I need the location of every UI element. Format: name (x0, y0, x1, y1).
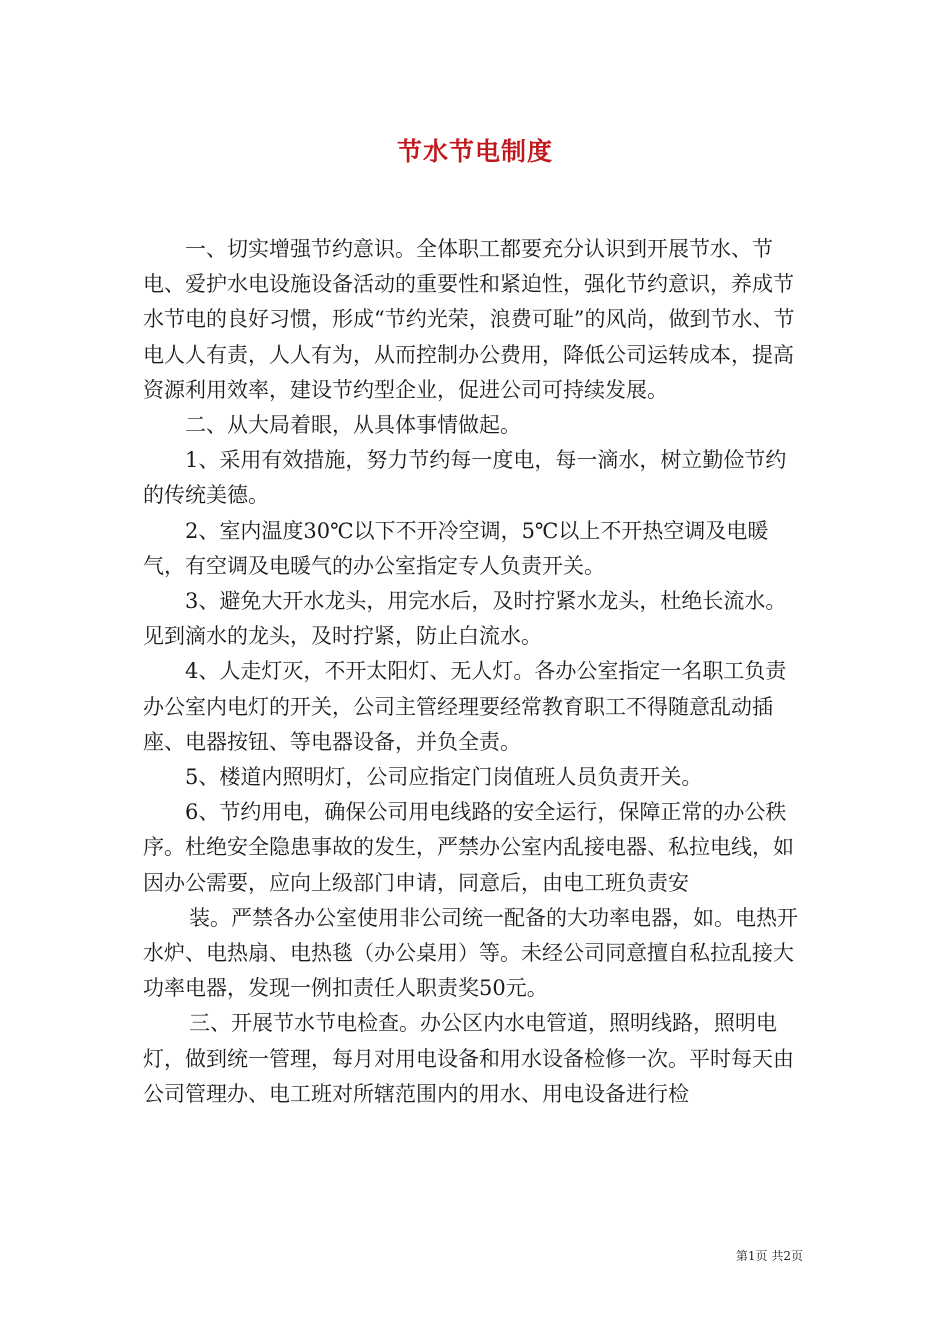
paragraph-10: 三、开展节水节电检查。办公区内水电管道，照明线路，照明电灯，做到统一管理，每月对用电设备和用水设备检修一次。平时每天由公司管理办、电工班对所辖范围内的用水、用电设备进行检 (143, 1011, 794, 1106)
page-number-footer: 第1页 共2页 (735, 1249, 803, 1263)
paragraph-8: 6、节约用电，确保公司用电线路的安全运行，保障正常的办公秩序。杜绝安全隐患事故的发生，严禁办公室内乱接电器、私拉电线，如因办公需要，应向上级部门申请，同意后，由电工班负责安 (143, 800, 794, 895)
paragraph-3: 1、采用有效措施，努力节约每一度电，每一滴水，树立勤俭节约的传统美德。 (143, 448, 787, 508)
paragraph-6: 4、人走灯灭，不开太阳灯、无人灯。各办公室指定一名职工负责办公室内电灯的开关，公司主管经理要经常教育职工不得随意乱动插座、电器按钮、等电器设备，并负全责。 (143, 659, 787, 754)
paragraph-4: 2、室内温度30℃以下不开冷空调，5℃以上不开热空调及电暖气，有空调及电暖气的办公室指定专人负责开关。 (143, 518, 769, 578)
paragraph-1: 一、切实增强节约意识。全体职工都要充分认识到开展节水、节电、爱护水电设施设备活动的重要性和紧迫性，强化节约意识，养成节水节电的良好习惯，形成“节约光荣，浪费可耻”的风尚，做到节水、节电人人有责，人人有为，从而控制办公费用，降低公司运转成本，提高资源利用效率，建设节约型企业，促进公司可持续发展。 (143, 237, 795, 402)
paragraph-9: 装。严禁各办公室使用非公司统一配备的大功率电器，如。电热开水炉、电热扇、电热毯（办公桌用）等。未经公司同意擅自私拉乱接大功率电器，发现一例扣责任人职责奖50元。 (143, 905, 798, 1001)
paragraph-2: 二、从大局着眼，从具体事情做起。 (185, 413, 521, 438)
paragraph-7: 5、楼道内照明灯，公司应指定门岗值班人员负责开关。 (185, 765, 703, 790)
document-body (143, 232, 805, 1112)
document-title: 节水节电制度 (396, 137, 553, 166)
paragraph-5: 3、避免大开水龙头，用完水后，及时拧紧水龙头，杜绝长流水。见到滴水的龙头，及时拧紧，防止白流水。 (143, 589, 787, 649)
